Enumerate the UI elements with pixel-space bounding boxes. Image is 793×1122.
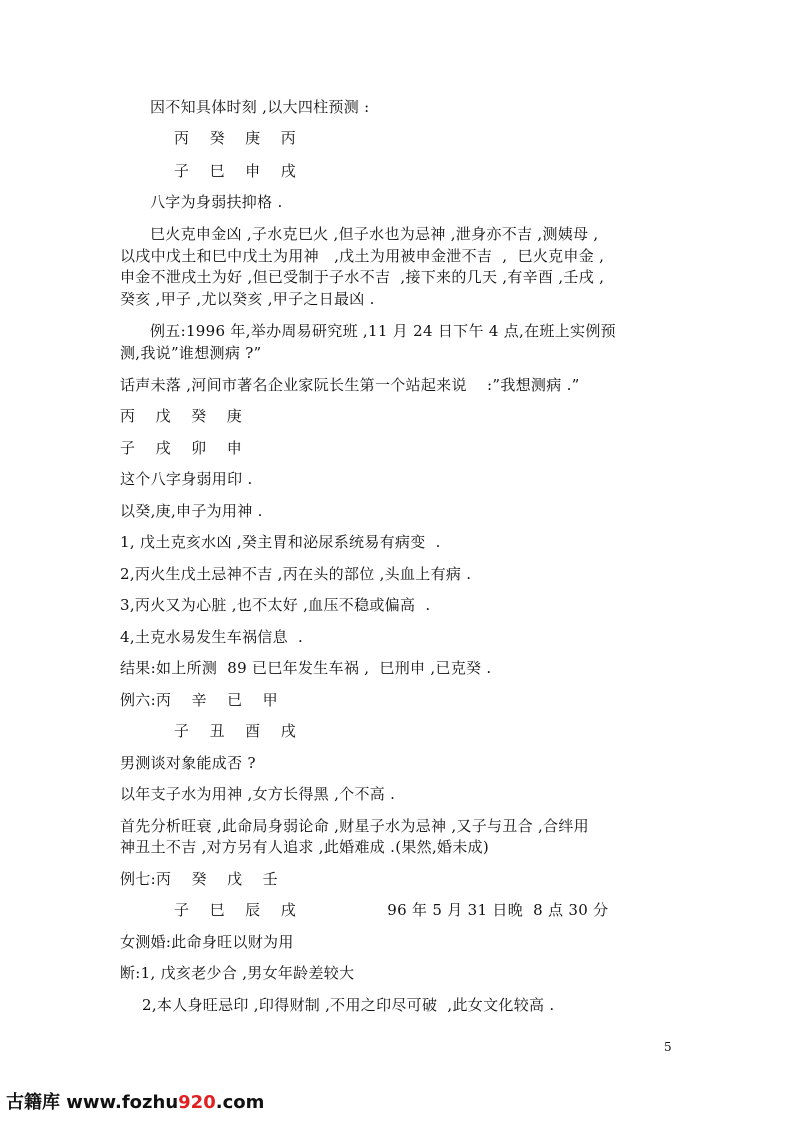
bazi-branches-row: 子 丑 酉 戌	[174, 722, 297, 740]
text-line: 因不知具体时刻 ,以大四柱预测 :	[150, 98, 370, 116]
example-heading: 例五:1996 年,举办周易研究班 ,11 月 24 日下午 4 点,在班上实例预	[150, 322, 616, 340]
text-line: 女测婚:此命身旺以财为用	[120, 933, 294, 951]
list-item: 2,丙火生戊土忌神不吉 ,丙在头的部位 ,头血上有病 .	[120, 565, 472, 583]
bazi-branches-row: 子 巳 申 戌	[174, 162, 297, 180]
text-line: 男测谈对象能成否 ?	[120, 754, 256, 772]
result-line: 结果:如上所测 89 已巳年发生车祸 , 巳刑申 ,已克癸 .	[120, 659, 492, 677]
watermark	[6, 1088, 264, 1114]
text-line: 神丑土不吉 ,对方另有人追求 ,此婚难成 .(果然,婚未成)	[120, 838, 490, 856]
example-heading: 例六:丙 辛 已 甲	[120, 691, 278, 709]
list-item: 4,土克水易发生车祸信息 .	[120, 628, 304, 646]
watermark-number: 920	[178, 1092, 216, 1113]
list-item: 3,丙火又为心脏 ,也不太好 ,血压不稳或偏高 .	[120, 596, 431, 614]
text-line: 以戌中戊土和巳中戊土为用神 ,戊土为用被申金泄不吉 , 巳火克申金 ,	[120, 247, 605, 265]
text-line: 申金不泄戌土为好 ,但已受制于子水不吉 ,接下来的几天 ,有辛酉 ,壬戌 ,	[120, 268, 605, 286]
text-line: 2,本人身旺忌印 ,印得财制 ,不用之印尽可破 ,此女文化较高 .	[142, 996, 555, 1014]
text-line: 癸亥 ,甲子 ,尤以癸亥 ,甲子之日最凶 .	[120, 290, 375, 308]
text-line: 断:1, 戊亥老少合 ,男女年龄差较大	[120, 964, 355, 982]
text-line: 巳火克申金凶 ,子水克巳火 ,但子水也为忌神 ,泄身亦不吉 ,测姨母 ,	[150, 225, 599, 243]
list-item: 1, 戊土克亥水凶 ,癸主胃和泌尿系统易有病变 .	[120, 533, 441, 551]
bazi-branches-row: 子 巳 辰 戌 96 年 5 月 31 日晚 8 点 30 分	[174, 901, 609, 919]
bazi-stems-row: 丙 癸 庚 丙	[174, 129, 297, 147]
text-line: 以年支子水为用神 ,女方长得黑 ,个不高 .	[120, 785, 396, 803]
watermark-suffix: .com	[215, 1092, 265, 1113]
example-heading: 例七:丙 癸 戊 壬	[120, 870, 278, 888]
bazi-branches-row: 子 戌 卯 申	[120, 439, 243, 457]
text-line: 这个八字身弱用印 .	[120, 470, 253, 488]
text-line: 测,我说”谁想测病 ?”	[120, 344, 262, 362]
bazi-stems-row: 丙 戊 癸 庚	[120, 407, 243, 425]
text-line: 话声未落 ,河间市著名企业家阮长生第一个站起来说 :”我想测病 .”	[120, 376, 580, 394]
text-line: 以癸,庚,申子为用神 .	[120, 502, 263, 520]
text-line: 八字为身弱扶抑格 .	[150, 193, 283, 211]
watermark-prefix: 古籍库 www.fozhu	[6, 1092, 179, 1113]
page-number: 5	[664, 1040, 672, 1054]
text-line: 首先分析旺衰 ,此命局身弱论命 ,财星子水为忌神 ,又子与丑合 ,合绊用	[120, 817, 589, 835]
